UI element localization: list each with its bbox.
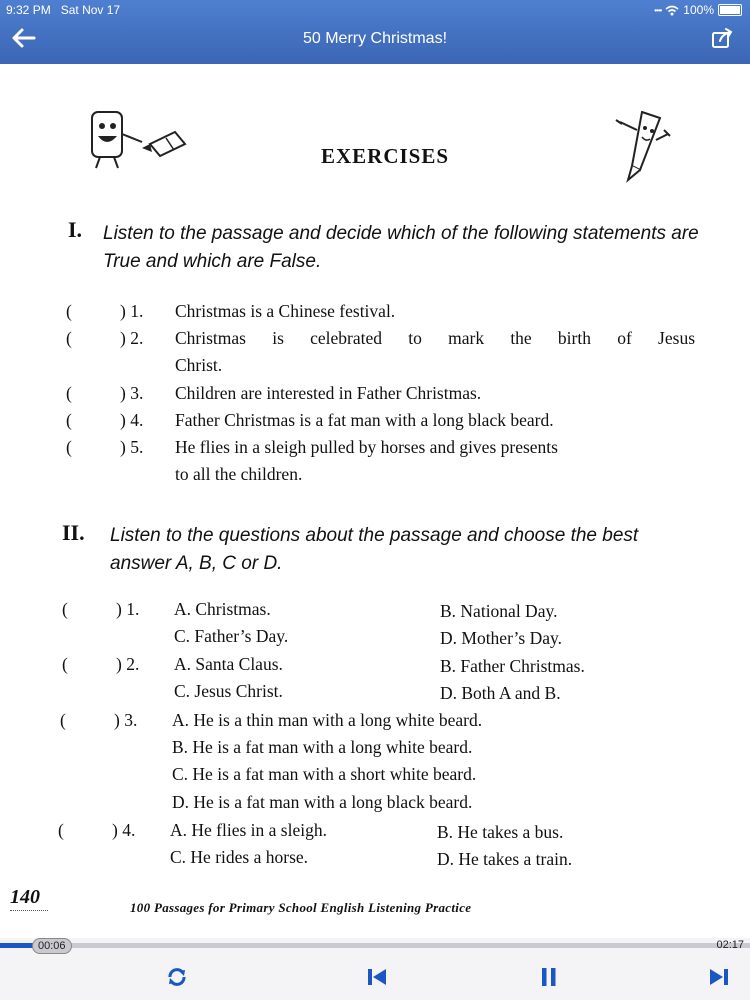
status-date: Sat Nov 17 [60,3,121,17]
s2-q2-option-a: A. Santa Claus. [174,654,283,674]
s1-item-4-num: ) 4. [120,410,144,430]
s1-item-2-cont: Christ. [175,355,223,375]
s1-item-4-text: Father Christmas is a fat man with a long black beard. [175,410,554,430]
s2-q4-option-d: D. He takes a train. [437,849,573,869]
s1-item-3-text: Children are interested in Father Christmas. [175,383,482,403]
answer-blank: ( [66,410,72,430]
signal-icon: •••• [654,5,662,15]
battery-icon [718,4,742,16]
total-time: 02:17 [716,939,744,951]
s2-q3-option-d: D. He is a fat man with a long black beard. [172,792,473,812]
s2-q4-option-b: B. He takes a bus. [437,822,564,842]
document-page [0,64,750,938]
s1-item-2-text: Christmas is celebrated to mark the birth of Jesus [175,328,695,348]
s1-item-2-num: ) 2. [120,328,144,348]
s2-q2-option-d: D. Both A and B. [440,683,561,703]
s2-q3-num: ) 3. [114,710,138,730]
wifi-icon [665,5,679,16]
s2-q3-option-b: B. He is a fat man with a long white beard. [172,737,473,757]
answer-blank: ( [62,599,68,619]
skip-previous-icon[interactable] [366,966,388,988]
section-2-instruction: Listen to the questions about the passage and choose the best answer A, B, C or D. [110,525,639,574]
answer-blank: ( [62,654,68,674]
page-number-underline [10,910,48,911]
pause-icon[interactable] [538,966,560,988]
s2-q3-option-a: A. He is a thin man with a long white beard. [172,710,483,730]
s2-q1-option-a: A. Christmas. [174,599,271,619]
s2-q4-option-a: A. He flies in a sleigh. [170,820,327,840]
s1-item-5-cont: to all the children. [175,464,303,484]
status-time: 9:32 PM [6,3,51,17]
answer-blank: ( [66,437,72,457]
status-time-date [6,3,120,17]
s2-q3-option-c: C. He is a fat man with a short white beard. [172,764,477,784]
s2-q1-option-b: B. National Day. [440,601,558,621]
share-icon[interactable] [712,28,734,48]
page-number: 140 [10,886,40,908]
exercises-heading: EXERCISES [320,144,450,168]
answer-blank: ( [66,328,72,348]
answer-blank: ( [58,820,64,840]
s2-q1-num: ) 1. [116,599,140,619]
progress-track[interactable] [0,943,750,948]
s2-q1-option-c: C. Father’s Day. [174,626,289,646]
repeat-icon[interactable] [166,966,188,988]
s1-item-5-num: ) 5. [120,437,144,457]
s1-item-3-num: ) 3. [120,383,144,403]
s2-q1-option-d: D. Mother’s Day. [440,628,562,648]
section-1-number: I. [68,217,83,242]
s2-q4-num: ) 4. [112,820,136,840]
section-1-instruction: Listen to the passage and decide which of the following statements are True and which are False. [103,223,699,272]
status-right [654,3,742,17]
audio-player [0,938,750,1000]
s2-q2-option-b: B. Father Christmas. [440,656,585,676]
page-title: 50 Merry Christmas! [302,30,448,47]
skip-next-icon[interactable] [708,966,730,988]
nav-bar [0,0,750,64]
answer-blank: ( [66,301,72,321]
s1-item-5-text: He flies in a sleigh pulled by horses and gives presents [175,437,558,457]
s1-item-1-text: Christmas is a Chinese festival. [175,301,396,321]
battery-percent: 100% [683,3,714,17]
section-2-number: II. [62,520,85,545]
answer-blank: ( [60,710,66,730]
s2-q2-num: ) 2. [116,654,140,674]
answer-blank: ( [66,383,72,403]
progress-fill [0,943,33,948]
s1-item-1-num: ) 1. [120,301,144,321]
s2-q4-option-c: C. He rides a horse. [170,847,309,867]
s2-q2-option-c: C. Jesus Christ. [174,681,283,701]
current-time[interactable]: 00:06 [32,938,72,954]
book-title: 100 Passages for Primary School English Listening Practice [130,900,472,915]
